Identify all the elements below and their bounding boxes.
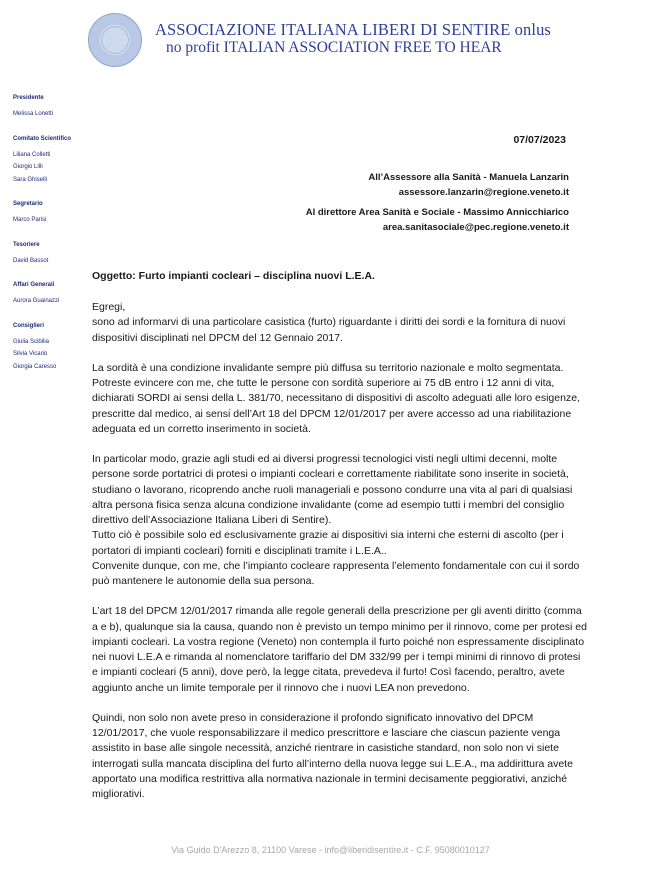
sidebar-role: Presidente <box>13 95 44 101</box>
recipient-title: Al direttore Area Sanità e Sociale - Massimo Annicchiarico <box>305 207 569 218</box>
sidebar-role: Affari Generali <box>13 282 55 288</box>
sidebar-member: Liliana Colletti <box>13 151 51 158</box>
sidebar-member: David Bassot <box>13 257 49 264</box>
body-paragraph: Convenite dunque, con me, che l’impianto cocleare rappresenta l’elemento fondamentale con cui il sordo può mantenere le autonomie della sua persona. <box>92 559 580 587</box>
org-subtitle: no profit ITALIAN ASSOCIATION FREE TO HEAR <box>166 39 502 56</box>
sidebar-role: Consiglieri <box>13 322 45 329</box>
org-title: ASSOCIAZIONE ITALIANA LIBERI DI SENTIRE onlus <box>155 20 551 39</box>
sidebar-member: Aurora Guainazzi <box>13 298 60 304</box>
sidebar-member: Marco Parisi <box>13 217 47 223</box>
greeting: Egregi, <box>92 301 126 313</box>
sidebar-role: Tesoriere <box>13 241 40 248</box>
body-paragraph: Tutto ciò è possibile solo ed esclusivamente grazie ai dispositivi sia interni che esterni di ascolto (per i portatori di impianti cocleari) forniti e disciplinati tramite i L.E.A.. <box>92 529 564 557</box>
sidebar-group-tesoriere <box>13 241 93 268</box>
letter-subject: Oggetto: Furto impianti cocleari – disciplina nuovi L.E.A. <box>92 270 375 282</box>
recipient <box>306 171 569 200</box>
letter-body <box>92 300 587 817</box>
sidebar-member: Giorgio Lilli <box>13 164 43 170</box>
body-paragraph: Quindi, non solo non avete preso in considerazione il profondo significato innovativo del DPCM 12/01/2017, che vuole responsabilizzare il medico prescrittore e lasciare che ciascun paziente venga assistito in base alle singole necessità, anziché rientrare in casistiche standard, non solo non vi siete interrogati sulla mancata disciplina del furto all’interno della nuova legge sui L.E.A., ma addirittura avete apportato una modifica restrittiva alla normativa nazionale in termini decisamente peggiorativi, anziché migliorativi. <box>92 711 573 800</box>
sidebar-group-presidente <box>13 94 93 121</box>
sidebar-member: Giulia Scibilia <box>13 338 50 345</box>
footer-address: Via Guido D'Arezzo 8, 21100 Varese - info@liberidisentire.it - C.F. 95080010127 <box>171 845 490 855</box>
sidebar-member: Silvia Vicario <box>13 351 48 357</box>
recipient <box>306 206 569 235</box>
letter-date: 07/07/2023 <box>513 134 566 146</box>
sidebar-group-segretario <box>13 200 93 227</box>
body-paragraph: La sordità è una condizione invalidante sempre più diffusa su territorio nazionale e molto segmentata. Potreste evincere con me, che tutte le persone con sordità superiore ai 75 dB entro i 12 anni di vita, dichiarati SORDI ai sensi della L. 381/70, necessitano di dispositivi di ascolto adeguati alle loro esigenze, prescritte dal medico, ai sensi dell’Art 18 del DPCM 12/01/2017 per avere accesso ad una riabilitazione adeguata ed un corretto inserimento in società. <box>92 361 580 435</box>
sidebar-member: Giorgia Caresso <box>13 363 57 370</box>
sidebar-member: Sara Ghiselli <box>13 176 48 183</box>
association-logo <box>88 13 142 67</box>
recipient-email: area.sanitasociale@pec.regione.veneto.it <box>382 221 569 233</box>
sidebar-group-consiglieri <box>13 322 93 374</box>
sidebar-role: Segretario <box>13 201 43 207</box>
sidebar-group-comitato <box>13 135 93 187</box>
sidebar-member: Melissa Lonetti <box>13 111 54 117</box>
board-sidebar <box>13 94 93 387</box>
recipients-block <box>306 171 569 241</box>
recipient-title: All’Assessore alla Sanità - Manuela Lanzarin <box>368 172 569 183</box>
sidebar-group-affari <box>13 281 93 308</box>
body-paragraph: sono ad informarvi di una particolare casistica (furto) riguardante i diritti dei sordi e la fornitura di nuovi dispositivi disciplinati nel DPCM del 12 Gennaio 2017. <box>92 316 566 344</box>
sidebar-role: Comitato Scientifico <box>13 135 72 142</box>
body-paragraph: L’art 18 del DPCM 12/01/2017 rimanda alle regole generali della prescrizione per gli aventi diritto (comma a e b), qualunque sia la causa, quando non è previsto un tempo minimo per il rinnovo, come per protesi ed impianti cocleari. La vostra regione (Veneto) non contempla il furto poiché non espressamente disciplinato nei nuovi L.E.A e rimanda al nomenclatore tariffario del DM 332/99 per i tempi minimi di rinnovo di protesi e impianti cocleari (5 anni), dove però, la legge citata, prevedeva il furto! Così facendo, peraltro, avete aggiunto anche un limite temporale per il rinnovo che i nuovi LEA non prevedono. <box>92 605 587 694</box>
recipient-email: assessore.lanzarin@regione.veneto.it <box>398 186 569 198</box>
body-paragraph: In particolar modo, grazie agli studi ed ai diversi progressi tecnologici visti negli ultimi decenni, molte persone sorde portatrici di protesi o impianti cocleari e correttamente riabilitate sono inserite in società, studiano o lavorano, ricoprendo anche ruoli manageriali e possono condurre una vita al pari di qualsiasi altra persona fisica senza alcuna condizione invalidante (come ad esempio tutti i membri del consiglio direttivo dell’Associazione Italiana Liberi di Sentire). <box>92 453 573 526</box>
